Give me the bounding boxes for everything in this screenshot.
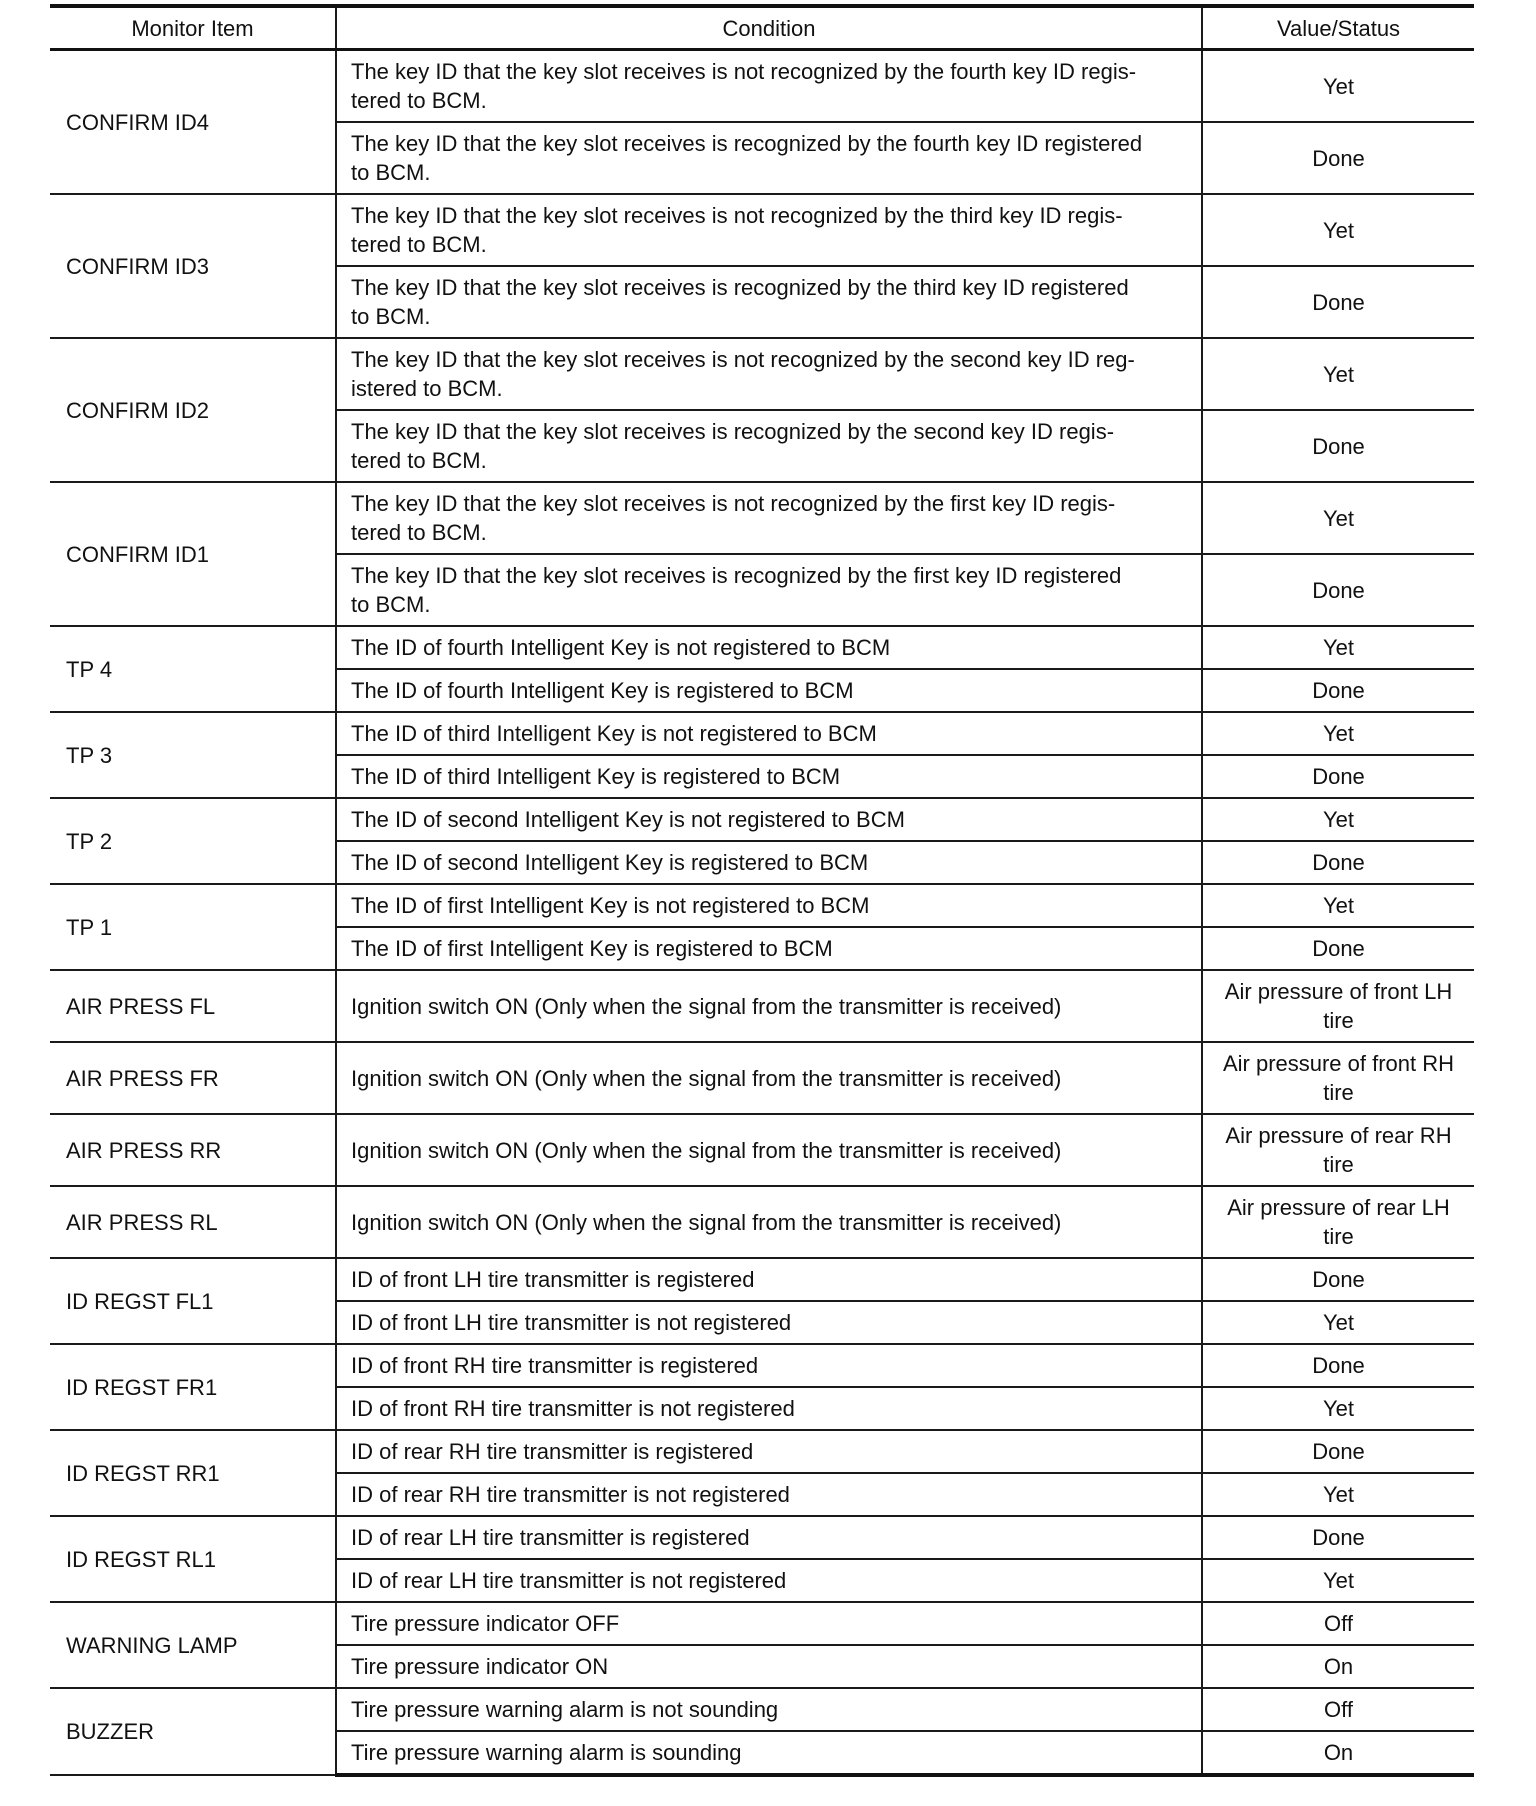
table-row: [50, 970, 1474, 1042]
value-status-cell: Done: [1202, 410, 1474, 482]
condition-cell: Ignition switch ON (Only when the signal from the transmitter is received): [336, 970, 1202, 1042]
value-status-cell: Air pressure of front RH tire: [1202, 1042, 1474, 1114]
value-status-cell: Yet: [1202, 482, 1474, 554]
monitor-item-cell: AIR PRESS FL: [50, 970, 336, 1042]
value-status-cell: Done: [1202, 1430, 1474, 1473]
table-row: [50, 1042, 1474, 1114]
condition-cell: Tire pressure indicator ON: [336, 1645, 1202, 1688]
condition-cell: The key ID that the key slot receives is not recognized by the second key ID reg- istered to BCM.: [336, 338, 1202, 410]
value-status-cell: Done: [1202, 1258, 1474, 1301]
condition-cell: Tire pressure warning alarm is sounding: [336, 1731, 1202, 1775]
table-row: [50, 194, 1474, 266]
table-row: [50, 1688, 1474, 1731]
condition-cell: The key ID that the key slot receives is recognized by the third key ID registered to BCM.: [336, 266, 1202, 338]
value-status-cell: Yet: [1202, 712, 1474, 755]
condition-cell: Tire pressure indicator OFF: [336, 1602, 1202, 1645]
value-status-cell: On: [1202, 1645, 1474, 1688]
monitor-item-cell: CONFIRM ID2: [50, 338, 336, 482]
condition-cell: The ID of third Intelligent Key is not registered to BCM: [336, 712, 1202, 755]
value-status-cell: Done: [1202, 755, 1474, 798]
table-row: [50, 626, 1474, 669]
table-row: [50, 1430, 1474, 1473]
monitor-item-cell: CONFIRM ID1: [50, 482, 336, 626]
table-row: [50, 712, 1474, 755]
monitor-item-cell: ID REGST RL1: [50, 1516, 336, 1602]
condition-cell: ID of rear RH tire transmitter is registered: [336, 1430, 1202, 1473]
monitor-item-cell: WARNING LAMP: [50, 1602, 336, 1688]
header-monitor-item: Monitor Item: [50, 6, 336, 50]
condition-cell: The ID of first Intelligent Key is registered to BCM: [336, 927, 1202, 970]
table-row: [50, 338, 1474, 410]
monitor-item-cell: ID REGST FL1: [50, 1258, 336, 1344]
value-status-cell: Yet: [1202, 194, 1474, 266]
value-status-cell: Yet: [1202, 1387, 1474, 1430]
condition-cell: Ignition switch ON (Only when the signal from the transmitter is received): [336, 1114, 1202, 1186]
condition-cell: ID of rear LH tire transmitter is registered: [336, 1516, 1202, 1559]
table-body: [50, 50, 1474, 1776]
condition-cell: ID of front RH tire transmitter is not registered: [336, 1387, 1202, 1430]
header-value-status: Value/Status: [1202, 6, 1474, 50]
condition-cell: The ID of first Intelligent Key is not registered to BCM: [336, 884, 1202, 927]
table-header-row: [50, 6, 1474, 50]
monitor-item-cell: TP 4: [50, 626, 336, 712]
monitor-item-cell: BUZZER: [50, 1688, 336, 1775]
condition-cell: Tire pressure warning alarm is not sounding: [336, 1688, 1202, 1731]
table-row: [50, 50, 1474, 123]
condition-cell: The key ID that the key slot receives is recognized by the first key ID registered to BCM.: [336, 554, 1202, 626]
table-row: [50, 1344, 1474, 1387]
condition-cell: ID of front LH tire transmitter is not registered: [336, 1301, 1202, 1344]
condition-cell: The ID of fourth Intelligent Key is registered to BCM: [336, 669, 1202, 712]
value-status-cell: Done: [1202, 554, 1474, 626]
value-status-cell: Yet: [1202, 50, 1474, 123]
table-row: [50, 1186, 1474, 1258]
condition-cell: The ID of third Intelligent Key is registered to BCM: [336, 755, 1202, 798]
monitor-item-cell: AIR PRESS RR: [50, 1114, 336, 1186]
value-status-cell: Yet: [1202, 798, 1474, 841]
monitor-item-cell: TP 3: [50, 712, 336, 798]
value-status-cell: Done: [1202, 927, 1474, 970]
value-status-cell: Done: [1202, 1516, 1474, 1559]
value-status-cell: Yet: [1202, 1473, 1474, 1516]
condition-cell: Ignition switch ON (Only when the signal from the transmitter is received): [336, 1186, 1202, 1258]
value-status-cell: Done: [1202, 669, 1474, 712]
condition-cell: ID of front RH tire transmitter is registered: [336, 1344, 1202, 1387]
condition-cell: The key ID that the key slot receives is not recognized by the third key ID regis- tered to BCM.: [336, 194, 1202, 266]
condition-cell: The key ID that the key slot receives is not recognized by the first key ID regis- tered to BCM.: [336, 482, 1202, 554]
header-condition: Condition: [336, 6, 1202, 50]
table-row: [50, 1602, 1474, 1645]
table-row: [50, 1258, 1474, 1301]
value-status-cell: Done: [1202, 1344, 1474, 1387]
table-row: [50, 482, 1474, 554]
condition-cell: ID of rear LH tire transmitter is not registered: [336, 1559, 1202, 1602]
monitor-item-cell: CONFIRM ID3: [50, 194, 336, 338]
table-row: [50, 1516, 1474, 1559]
value-status-cell: On: [1202, 1731, 1474, 1775]
value-status-cell: Done: [1202, 841, 1474, 884]
table-row: [50, 798, 1474, 841]
condition-cell: The ID of second Intelligent Key is not registered to BCM: [336, 798, 1202, 841]
condition-cell: ID of rear RH tire transmitter is not registered: [336, 1473, 1202, 1516]
monitor-item-table: [50, 4, 1474, 1777]
condition-cell: The ID of fourth Intelligent Key is not registered to BCM: [336, 626, 1202, 669]
value-status-cell: Air pressure of rear LH tire: [1202, 1186, 1474, 1258]
value-status-cell: Off: [1202, 1602, 1474, 1645]
value-status-cell: Done: [1202, 266, 1474, 338]
condition-cell: Ignition switch ON (Only when the signal from the transmitter is received): [336, 1042, 1202, 1114]
condition-cell: The ID of second Intelligent Key is registered to BCM: [336, 841, 1202, 884]
value-status-cell: Air pressure of front LH tire: [1202, 970, 1474, 1042]
monitor-item-cell: AIR PRESS RL: [50, 1186, 336, 1258]
monitor-item-cell: ID REGST RR1: [50, 1430, 336, 1516]
condition-cell: The key ID that the key slot receives is not recognized by the fourth key ID regis- tered to BCM.: [336, 50, 1202, 123]
value-status-cell: Yet: [1202, 884, 1474, 927]
condition-cell: The key ID that the key slot receives is recognized by the second key ID regis- tered to BCM.: [336, 410, 1202, 482]
monitor-item-cell: AIR PRESS FR: [50, 1042, 336, 1114]
value-status-cell: Yet: [1202, 338, 1474, 410]
value-status-cell: Yet: [1202, 1559, 1474, 1602]
value-status-cell: Yet: [1202, 626, 1474, 669]
condition-cell: ID of front LH tire transmitter is registered: [336, 1258, 1202, 1301]
condition-cell: The key ID that the key slot receives is recognized by the fourth key ID registered to BCM.: [336, 122, 1202, 194]
table-row: [50, 1114, 1474, 1186]
monitor-item-cell: CONFIRM ID4: [50, 50, 336, 195]
value-status-cell: Done: [1202, 122, 1474, 194]
monitor-item-cell: TP 1: [50, 884, 336, 970]
value-status-cell: Yet: [1202, 1301, 1474, 1344]
value-status-cell: Off: [1202, 1688, 1474, 1731]
monitor-item-cell: TP 2: [50, 798, 336, 884]
value-status-cell: Air pressure of rear RH tire: [1202, 1114, 1474, 1186]
monitor-item-cell: ID REGST FR1: [50, 1344, 336, 1430]
table-row: [50, 884, 1474, 927]
